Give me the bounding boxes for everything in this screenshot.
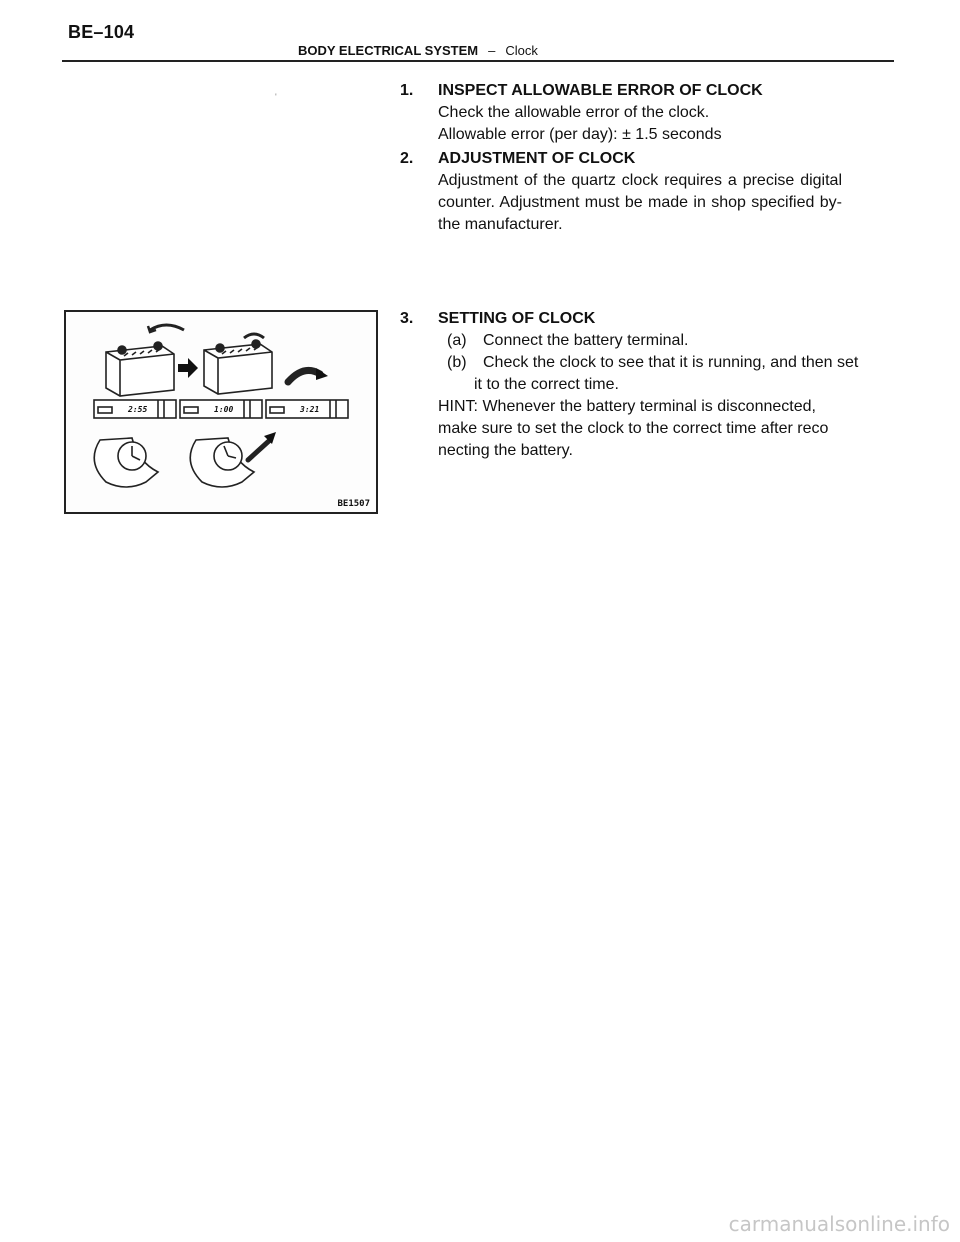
item-1-line-2: Allowable error (per day): ± 1.5 seconds: [438, 126, 722, 143]
figure-illustration: [66, 312, 376, 512]
item-2-paragraph: Adjustment of the quartz clock requires a precise digital counter. Adjustment must be made in shop specified by- the manufacturer.: [438, 172, 842, 233]
section-title: BODY ELECTRICAL SYSTEM: [298, 43, 479, 58]
subsection-title: Clock: [505, 43, 538, 58]
item-1-number: 1.: [400, 82, 414, 99]
display-2-time: 1:00: [214, 405, 234, 414]
item-2-heading: [400, 148, 880, 170]
item-1-line-1: Check the allowable error of the clock.: [438, 104, 710, 121]
item-2-title: ADJUSTMENT OF CLOCK: [438, 150, 636, 167]
wristwatch-2: [190, 438, 254, 487]
hint-line-2: make sure to set the clock to the correct time after reco: [438, 420, 829, 437]
running-header: [298, 43, 538, 58]
watermark: carmanualsonline.info: [728, 1212, 950, 1236]
hint-line-1: HINT: Whenever the battery terminal is disconnected,: [438, 398, 816, 415]
step-b-text: Check the clock to see that it is running, and then set: [483, 354, 859, 371]
header-rule: [62, 60, 894, 62]
section-inspect-error: [400, 80, 880, 146]
step-a-label: (a): [447, 332, 467, 349]
figure-clock-setting: [64, 310, 378, 514]
header-separator: –: [488, 43, 496, 58]
step-b: [400, 352, 880, 374]
section-adjustment: [400, 148, 880, 236]
item-3-number: 3.: [400, 310, 414, 327]
step-b-continuation: it to the correct time.: [474, 376, 619, 393]
item-1-heading: [400, 80, 880, 102]
item-1-title: INSPECT ALLOWABLE ERROR OF CLOCK: [438, 82, 763, 99]
item-3-title: SETTING OF CLOCK: [438, 310, 596, 327]
battery-connected: [204, 340, 272, 394]
hint-line-3: necting the battery.: [438, 442, 573, 459]
item-3-heading: [400, 308, 880, 330]
battery-disconnected: [106, 342, 174, 396]
section-setting: [400, 308, 880, 462]
display-1-time: 2:55: [128, 405, 148, 414]
figure-code: BE1507: [337, 499, 370, 509]
display-3-time: 3:21: [300, 405, 320, 414]
page-number: BE–104: [68, 22, 135, 42]
step-a: [400, 330, 880, 352]
item-2-number: 2.: [400, 150, 414, 167]
step-b-label: (b): [447, 354, 467, 371]
stray-mark: ': [275, 92, 277, 102]
step-a-text: Connect the battery terminal.: [483, 332, 689, 349]
wristwatch-1: [94, 438, 158, 487]
